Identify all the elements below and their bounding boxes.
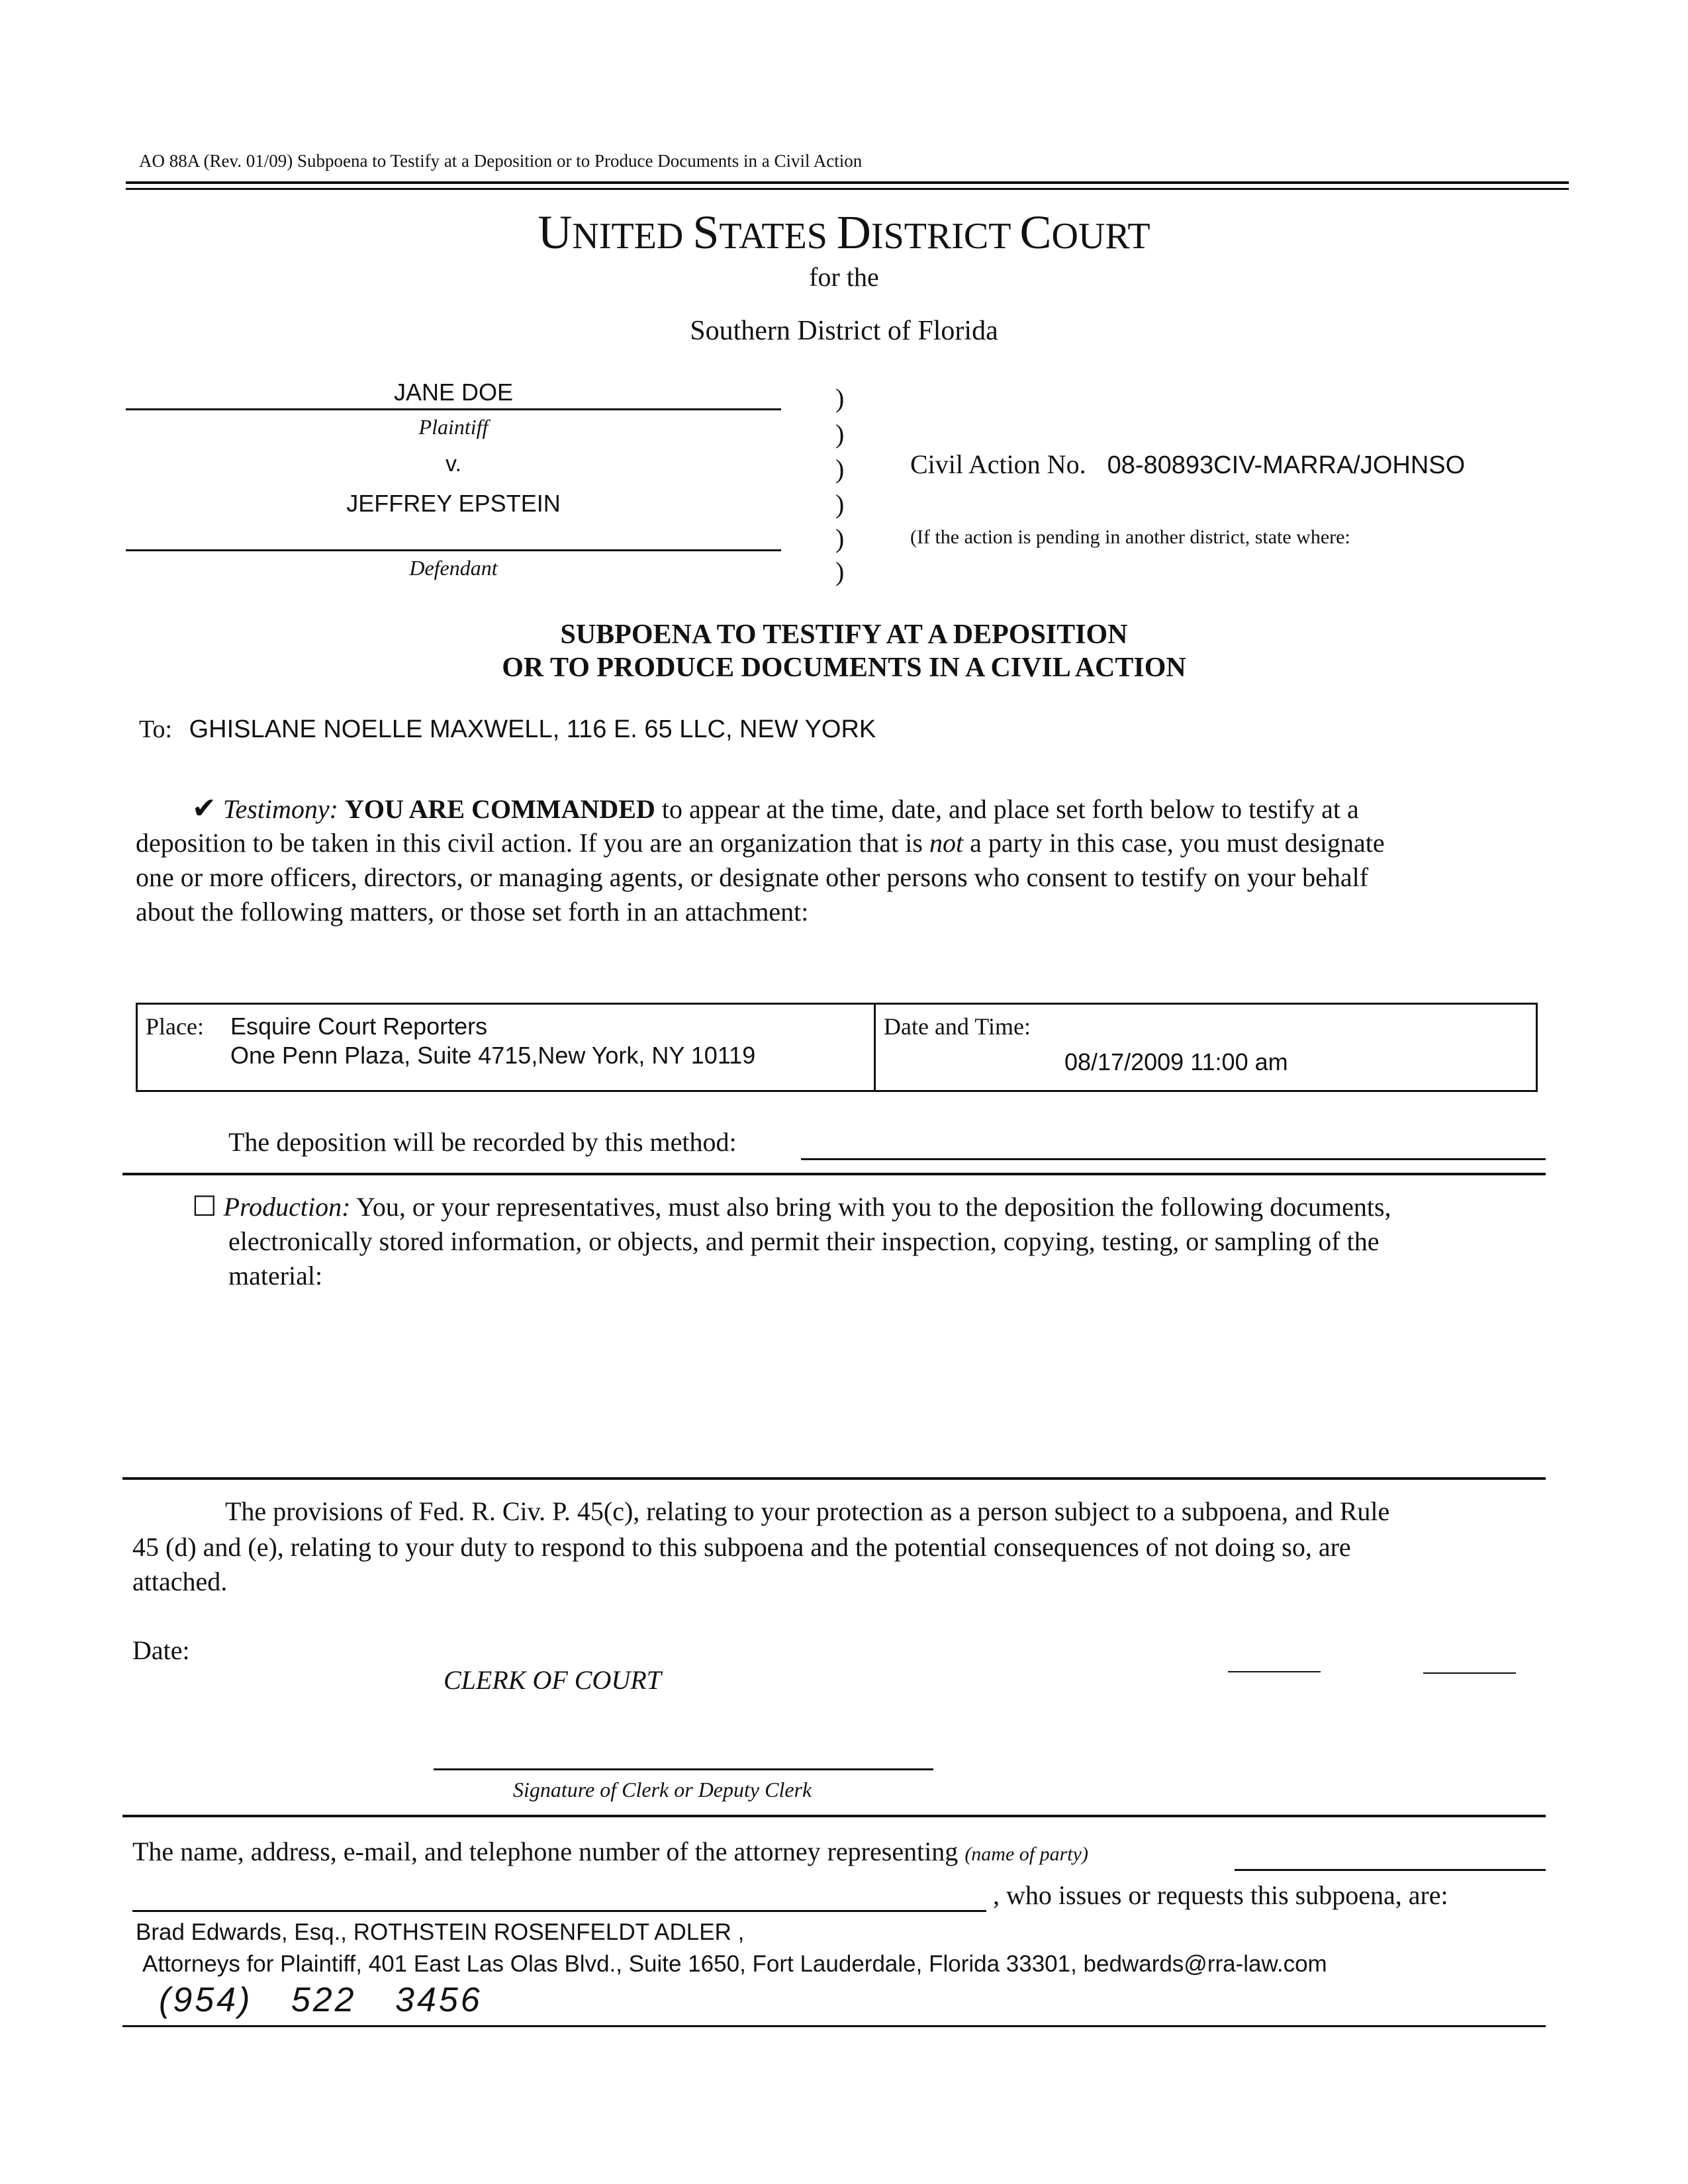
caption-paren-3: ) xyxy=(835,454,845,484)
attorney-line2: , who issues or requests this subpoena, are: xyxy=(993,1880,1448,1910)
testimony-line2-a: deposition to be taken in this civil action. If you are an organization that is xyxy=(136,828,929,858)
testimony-line4: about the following matters, or those set forth in an attachment: xyxy=(136,897,809,927)
signature-mark-2 xyxy=(1423,1672,1516,1674)
production-line1-text: You, or your representatives, must also bring with you to the deposition the following documents, xyxy=(350,1192,1391,1222)
attorney-phone-handwritten: (954) 522 3456 xyxy=(159,1981,483,2019)
party-name-line xyxy=(1235,1869,1546,1871)
court-title-rest-2: TATES xyxy=(719,216,837,257)
caption-paren-6: ) xyxy=(835,557,845,586)
versus: v. xyxy=(445,451,461,477)
party-name-line-2 xyxy=(132,1910,986,1912)
subpoena-title-line1: SUBPOENA TO TESTIFY AT A DEPOSITION xyxy=(560,619,1128,650)
bottom-rule xyxy=(122,2025,1546,2027)
attorney-line1 xyxy=(132,1836,1088,1867)
recorded-by-line xyxy=(801,1158,1546,1160)
testimony-checkmark-icon: ✔ xyxy=(192,792,216,825)
civil-action xyxy=(910,449,1465,480)
recorded-by-label: The deposition will be recorded by this method: xyxy=(228,1127,737,1157)
signature-mark-1 xyxy=(1228,1671,1321,1672)
signature-line xyxy=(434,1768,933,1770)
to-line xyxy=(139,715,876,744)
provisions-line1: The provisions of Fed. R. Civ. P. 45(c), relating to your protection as a person subject to a subpoena, and Rule xyxy=(225,1496,1390,1526)
plaintiff-line xyxy=(126,408,781,410)
testimony-line1 xyxy=(136,792,1359,825)
form-header: AO 88A (Rev. 01/09) Subpoena to Testify at a Deposition or to Produce Documents in a Civil Action xyxy=(139,151,863,171)
header-rule-bottom xyxy=(126,188,1569,190)
attorney-address: Attorneys for Plaintiff, 401 East Las Olas Blvd., Suite 1650, Fort Lauderdale, Florida 33301, bedwards@rra-law.com xyxy=(142,1951,1327,1977)
production-label: Production: xyxy=(223,1192,351,1222)
section-rule-3 xyxy=(122,1815,1546,1817)
date-time-value: 08/17/2009 11:00 am xyxy=(1064,1048,1288,1075)
civil-action-label: Civil Action No. xyxy=(910,449,1086,479)
place-line1: Esquire Court Reporters xyxy=(230,1013,488,1040)
attorney-party-label: (name of party) xyxy=(964,1843,1088,1865)
attorney-name: Brad Edwards, Esq., ROTHSTEIN ROSENFELDT ADLER , xyxy=(136,1919,745,1945)
plaintiff-label: Plaintiff xyxy=(418,415,489,439)
defendant-label: Defendant xyxy=(409,556,498,580)
defendant-name: JEFFREY EPSTEIN xyxy=(346,490,561,517)
production-checkbox-icon: ☐ xyxy=(192,1192,217,1222)
testimony-line3: one or more officers, directors, or managing agents, or designate other persons who consent to testify on your behalf xyxy=(136,862,1369,892)
court-title-rest-1: NITED xyxy=(572,216,693,257)
court-title-cap-3: D xyxy=(836,206,871,259)
testimony-line2 xyxy=(136,827,1385,858)
plaintiff-name: JANE DOE xyxy=(393,379,514,406)
attorney-line1-text: The name, address, e-mail, and telephone number of the attorney representing xyxy=(132,1837,965,1866)
header-rule-top xyxy=(126,181,1569,184)
place-line2: One Penn Plaza, Suite 4715,New York, NY 10119 xyxy=(230,1042,756,1069)
caption-paren-5: ) xyxy=(835,523,845,553)
section-rule-1 xyxy=(122,1173,1546,1175)
testimony-label: Testimony: xyxy=(222,794,338,824)
court-title-rest-3: ISTRICT xyxy=(870,216,1020,257)
commanded-text: YOU ARE COMMANDED xyxy=(344,794,655,824)
place-box xyxy=(136,1003,876,1092)
court-title-cap-2: S xyxy=(692,206,720,259)
provisions-line3: attached. xyxy=(132,1567,228,1596)
section-rule-2 xyxy=(122,1477,1546,1480)
to-recipient: GHISLANE NOELLE MAXWELL, 116 E. 65 LLC, NEW YORK xyxy=(189,715,876,743)
district-name: Southern District of Florida xyxy=(690,316,998,346)
production-line1 xyxy=(192,1190,1391,1223)
production-line3: material: xyxy=(228,1261,323,1291)
date-time-box xyxy=(874,1003,1538,1092)
testimony-line2-not: not xyxy=(929,828,964,858)
to-label: To: xyxy=(139,715,173,743)
testimony-line1-rest: to appear at the time, date, and place set forth below to testify at a xyxy=(655,794,1359,824)
court-title-cap-4: C xyxy=(1019,206,1052,259)
civil-action-number: 08-80893CIV-MARRA/JOHNSO xyxy=(1107,451,1466,479)
court-title-cap-1: U xyxy=(538,206,573,259)
court-title-rest-4: OURT xyxy=(1051,216,1150,257)
signature-label: Signature of Clerk or Deputy Clerk xyxy=(513,1778,812,1801)
place-label: Place: xyxy=(146,1013,204,1040)
clerk-of-court: CLERK OF COURT xyxy=(444,1665,661,1695)
provisions-line2: 45 (d) and (e), relating to your duty to respond to this subpoena and the potential consequences of not doing so, are xyxy=(132,1532,1351,1562)
testimony-line2-b: a party in this case, you must designate xyxy=(963,828,1385,858)
date-label: Date: xyxy=(132,1635,190,1665)
defendant-line xyxy=(126,549,781,551)
production-line2: electronically stored information, or objects, and permit their inspection, copying, testing, or sampling of the xyxy=(228,1226,1380,1256)
date-time-label: Date and Time: xyxy=(884,1013,1031,1040)
for-the: for the xyxy=(809,262,879,292)
caption-paren-2: ) xyxy=(835,419,845,449)
subpoena-title-line2: OR TO PRODUCE DOCUMENTS IN A CIVIL ACTION xyxy=(502,653,1186,683)
pending-note: (If the action is pending in another district, state where: xyxy=(910,526,1350,548)
court-title xyxy=(0,205,1688,260)
caption-paren-4: ) xyxy=(835,489,845,519)
caption-paren-1: ) xyxy=(835,383,845,413)
